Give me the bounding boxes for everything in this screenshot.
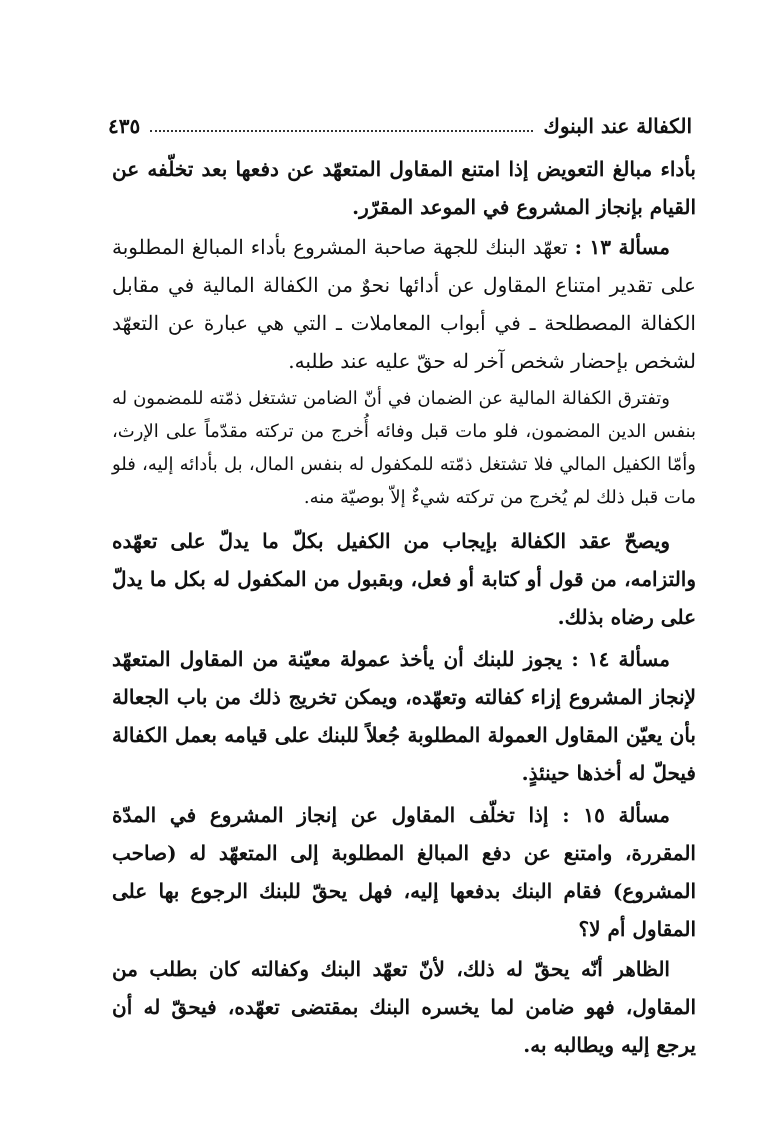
paragraph-answer: الظاهر أنّه يحقّ له ذلك، لأنّ تعهّد البنك وكفالته كان بطلب من المقاول، فهو ضامن لما يخسره البنك بمقتضى تعهّده، فيحقّ له أن يرجع إليه ويطالبه به. xyxy=(112,957,696,1057)
page-body xyxy=(112,150,696,1064)
issue-13-label: مسألة ١٣ : xyxy=(574,235,670,259)
paragraph-guarantee-difference: وتفترق الكفالة المالية عن الضمان في أنّ الضامن تشتغل ذمّته للمضمون له بنفس الدين المضمون، فلو مات قبل وفائه أُخرج من تركته مقدّماً على الإرث، وأمّا الكفيل المالي فلا تشتغل ذمّته للمكفول له بنفس المال، بل بأدائه إليه، فلو مات قبل ذلك لم يُخرج من تركته شيءٌ إلاّ بوصيّة منه. xyxy=(112,388,696,508)
issue-13-text: تعهّد البنك للجهة صاحبة المشروع بأداء المبالغ المطلوبة على تقدير امتناع المقاول عن أدائها نحوٌ من الكفالة المالية في مقابل الكفالة المصطلحة ـ في أبواب المعاملات ـ التي هي عبارة عن التعهّد لشخص بإحضار شخص آخر له حقّ عليه عند طلبه. xyxy=(112,235,696,373)
issue-14-label: مسألة ١٤ : xyxy=(571,647,670,671)
page-header xyxy=(108,108,692,138)
paragraph-issue-14 xyxy=(112,640,696,792)
issue-15-text: إذا تخلّف المقاول عن إنجاز المشروع في المدّة المقررة، وامتنع عن دفع المبالغ المطلوبة إلى المتعهّد له (صاحب المشروع) فقام البنك بدفعها إليه، فهل يحقّ للبنك الرجوع بها على المقاول أم لا؟ xyxy=(112,803,696,941)
paragraph-continuation: بأداء مبالغ التعويض إذا امتنع المقاول المتعهّد عن دفعها بعد تخلّفه عن القيام بإنجاز المشروع في الموعد المقرّر. xyxy=(112,157,696,219)
page-number: ٤٣٥ xyxy=(108,114,141,138)
running-title: الكفالة عند البنوك xyxy=(543,114,692,138)
paragraph-issue-15 xyxy=(112,796,696,948)
paragraph-contract-validity: ويصحّ عقد الكفالة بإيجاب من الكفيل بكلّ ما يدلّ على تعهّده والتزامه، من قول أو كتابة أو فعل، وبقبول من المكفول له بكل ما يدلّ على رضاه بذلك. xyxy=(112,529,696,629)
issue-14-text: يجوز للبنك أن يأخذ عمولة معيّنة من المقاول المتعهّد لإنجاز المشروع إزاء كفالته وتعهّده، ويمكن تخريج ذلك من باب الجعالة بأن يعيّن المقاول العمولة المطلوبة جُعلاً للبنك على قيامه بعمل الكفالة فيحلّ له أخذها حينئذٍ. xyxy=(112,647,696,785)
dotted-leader xyxy=(150,129,533,132)
paragraph-issue-13 xyxy=(112,228,696,380)
issue-15-label: مسألة ١٥ : xyxy=(562,803,670,827)
